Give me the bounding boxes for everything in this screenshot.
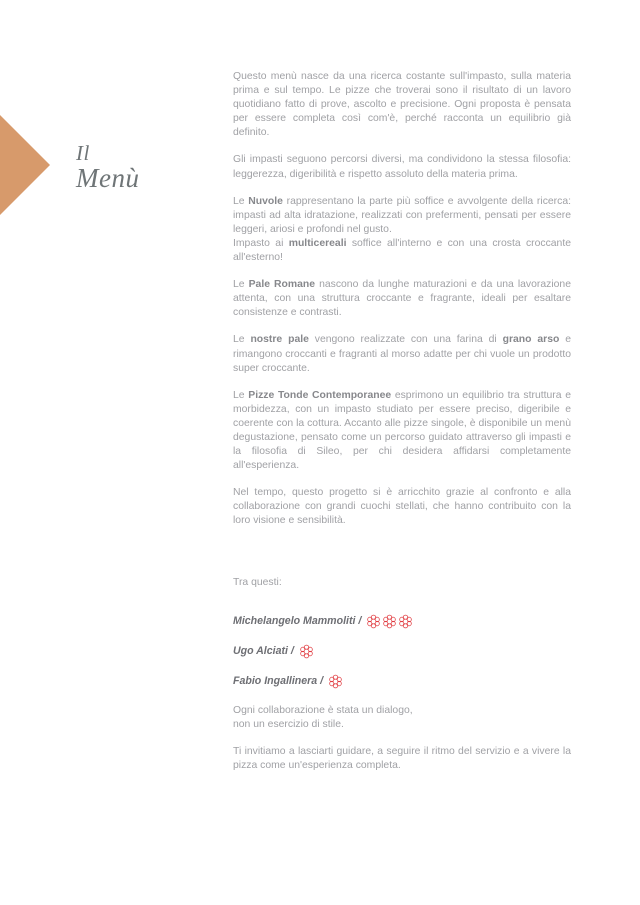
paragraph-pale-romane: Le Pale Romane nascono da lunghe maturazioni e da una lavorazione attenta, con una struttura croccante e fragrante, ideali per esaltare consistenze e contrasti.: [233, 279, 571, 319]
michelin-star-icon: [382, 614, 397, 629]
michelin-star-icon: [299, 644, 314, 659]
chef-row: [233, 644, 571, 659]
paragraph-nel-tempo: Nel tempo, questo progetto si è arricchito grazie al confronto e alla collaborazione con grandi cuochi stellati, che hanno contribuito con la loro visione e sensibilità.: [233, 487, 571, 527]
menu-description-content: [233, 70, 571, 786]
paragraph-nostre-pale: Le nostre pale vengono realizzate con una farina di grano arso e rimangono croccanti e fragranti al morso adatte per chi vuole un prodotto super croccante.: [233, 334, 571, 374]
section-spacer: [233, 542, 571, 576]
michelin-star-icon-group: [366, 614, 414, 629]
chef-row: [233, 674, 571, 689]
paragraph-dialogo: Ogni collaborazione è stata un dialogo, non un esercizio di stile.: [233, 704, 413, 730]
paragraph-pizze-tonde: Le Pizze Tonde Contemporanee esprimono un equilibrio tra struttura e morbidezza, con un impasto studiato per essere preciso, digeribile e coerente con la cottura. Accanto alle pizze singole, è disponibile un menù degustazione, pensato come un percorso guidato attraverso gli impasti e la filosofia di Sileo, per chi desidera affidarsi completamente all'esperienza.: [233, 389, 571, 472]
closing-block: [233, 704, 571, 773]
michelin-star-icon: [398, 614, 413, 629]
paragraph-intro: Questo menù nasce da una ricerca costante sull'impasto, sulla materia prima e sul tempo. Le pizze che troverai sono il risultato di un lavoro quotidiano fatto di prove, ascolto e precisione. Ogni proposta è pensata per essere completa così com'è, perché racconta un equilibrio già definito.: [233, 71, 571, 139]
chef-name: Fabio Ingallinera /: [233, 675, 324, 688]
michelin-star-icon-group: [299, 644, 315, 659]
michelin-star-icon-group: [328, 674, 344, 689]
paragraph-impasti: Gli impasti seguono percorsi diversi, ma condividono la stessa filosofia: leggerezza, digeribilità e rispetto assoluto della materia prima.: [233, 154, 571, 180]
michelin-star-icon: [328, 674, 343, 689]
chef-name: Michelangelo Mammoliti /: [233, 615, 362, 628]
chefs-intro-label: Tra questi:: [233, 576, 282, 588]
page-title: [76, 142, 216, 193]
chef-row: [233, 614, 571, 629]
chefs-list: [233, 614, 571, 689]
michelin-star-icon: [366, 614, 381, 629]
paragraph-multicereali: Impasto ai multicereali soffice all'interno e con una crosta croccante all'esterno!: [233, 237, 571, 264]
page-title-line-2: Menù: [76, 163, 140, 194]
chef-name: Ugo Alciati /: [233, 645, 294, 658]
page-title-line-1: Il: [76, 141, 90, 165]
decorative-triangle-shape: [0, 115, 50, 215]
paragraph-nuvole: Le Nuvole rappresentano la parte più soffice e avvolgente della ricerca: impasti ad alta idratazione, realizzati con prefermenti, pensati per essere leggeri, ariosi e profondi nel gusto.: [233, 195, 571, 235]
paragraph-invito: Ti invitiamo a lasciarti guidare, a seguire il ritmo del servizio e a vivere la pizza come un'esperienza completa.: [233, 745, 571, 771]
